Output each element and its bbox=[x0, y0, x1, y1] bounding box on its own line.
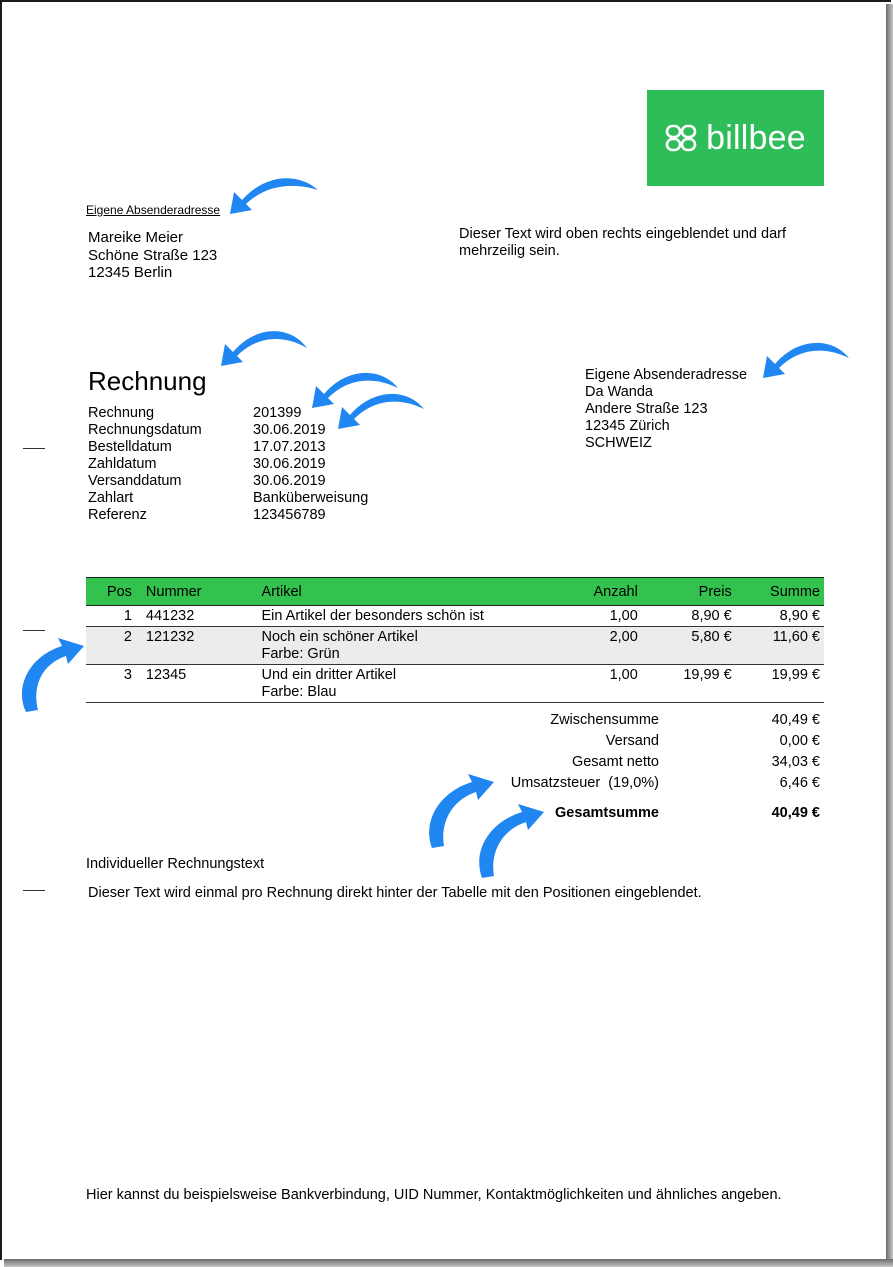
page-shadow bbox=[4, 1259, 893, 1267]
sender-address-line: 12345 Berlin bbox=[88, 264, 173, 281]
header-article: Artikel bbox=[257, 578, 539, 606]
recipient-line: Da Wanda bbox=[585, 384, 653, 400]
recipient-line: SCHWEIZ bbox=[585, 435, 652, 451]
table-header bbox=[86, 578, 824, 606]
table-row bbox=[86, 665, 824, 703]
cell-number: 121232 bbox=[136, 627, 258, 665]
meta-row bbox=[88, 490, 368, 507]
meta-label: Versanddatum bbox=[88, 473, 182, 489]
cell-pos: 3 bbox=[86, 665, 136, 703]
meta-label: Rechnung bbox=[88, 405, 155, 421]
cell-sum: 19,99 € bbox=[736, 665, 824, 703]
total-label: Umsatzsteuer (19,0%) bbox=[510, 774, 659, 791]
meta-value: 30.06.2019 bbox=[253, 422, 326, 438]
header-sum: Summe bbox=[736, 578, 824, 606]
table-row bbox=[86, 627, 824, 665]
meta-value: 123456789 bbox=[253, 507, 326, 523]
article-variant: Farbe: Grün bbox=[261, 646, 340, 662]
meta-row bbox=[88, 456, 368, 473]
fold-mark bbox=[23, 448, 45, 449]
logo-text: billbee bbox=[706, 118, 806, 157]
total-row bbox=[430, 709, 820, 730]
cell-pos: 1 bbox=[86, 606, 136, 627]
cell-pos: 2 bbox=[86, 627, 136, 665]
cell-article bbox=[257, 665, 539, 703]
total-label: Gesamt netto bbox=[571, 753, 659, 770]
items-table bbox=[86, 577, 824, 703]
individual-text-body: Dieser Text wird einmal pro Rechnung direkt hinter der Tabelle mit den Positionen eingeblendet. bbox=[88, 885, 702, 901]
meta-value: 17.07.2013 bbox=[253, 439, 326, 455]
total-value: 40,49 € bbox=[771, 711, 820, 728]
article-name: Ein Artikel der besonders schön ist bbox=[261, 608, 484, 624]
meta-row bbox=[88, 473, 368, 490]
fold-mark bbox=[23, 630, 45, 631]
recipient-line: Andere Straße 123 bbox=[585, 401, 708, 417]
meta-value: Banküberweisung bbox=[253, 490, 369, 506]
cell-sum: 11,60 € bbox=[736, 627, 824, 665]
cell-qty: 1,00 bbox=[540, 606, 642, 627]
article-name: Noch ein schöner Artikel bbox=[261, 629, 418, 645]
cell-qty: 1,00 bbox=[540, 665, 642, 703]
total-label: Zwischensumme bbox=[550, 711, 659, 728]
header-number: Nummer bbox=[136, 578, 258, 606]
cell-number: 12345 bbox=[136, 665, 258, 703]
meta-label: Rechnungsdatum bbox=[88, 422, 202, 438]
table-row bbox=[86, 606, 824, 627]
recipient-address bbox=[585, 367, 747, 452]
top-right-text-line: Dieser Text wird oben rechts eingeblendet und darf bbox=[459, 226, 786, 242]
invoice-title: Rechnung bbox=[88, 366, 207, 396]
article-name: Und ein dritter Artikel bbox=[261, 667, 397, 683]
sender-address-line: Schöne Straße 123 bbox=[88, 246, 218, 264]
recipient-line: 12345 Zürich bbox=[585, 418, 670, 434]
footer-text: Hier kannst du beispielsweise Bankverbindung, UID Nummer, Kontaktmöglichkeiten und ähnliches angeben. bbox=[86, 1187, 782, 1203]
header-price: Preis bbox=[642, 578, 736, 606]
meta-row bbox=[88, 439, 368, 456]
billbee-logo-icon bbox=[665, 124, 697, 152]
cell-price: 8,90 € bbox=[642, 606, 736, 627]
annotation-arrow-icon bbox=[755, 334, 855, 380]
fold-mark bbox=[23, 890, 45, 891]
meta-label: Bestelldatum bbox=[88, 439, 172, 455]
cell-article bbox=[257, 606, 539, 627]
annotation-arrow-icon bbox=[213, 322, 313, 368]
billbee-logo bbox=[647, 90, 824, 186]
total-value: 6,46 € bbox=[779, 774, 820, 791]
total-value: 0,00 € bbox=[779, 732, 820, 749]
header-qty: Anzahl bbox=[540, 578, 642, 606]
cell-number: 441232 bbox=[136, 606, 258, 627]
invoice-meta bbox=[88, 405, 368, 524]
annotation-arrow-icon bbox=[220, 170, 325, 218]
sender-address bbox=[88, 229, 217, 282]
total-value: 34,03 € bbox=[771, 753, 820, 770]
page-shadow bbox=[886, 4, 893, 1267]
article-variant: Farbe: Blau bbox=[261, 684, 337, 700]
grand-total-label: Gesamtsumme bbox=[555, 804, 659, 821]
meta-value: 30.06.2019 bbox=[253, 473, 326, 489]
individual-text-heading: Individueller Rechnungstext bbox=[86, 856, 265, 872]
meta-row bbox=[88, 507, 368, 524]
annotation-arrow-icon bbox=[470, 798, 546, 880]
meta-value: 30.06.2019 bbox=[253, 456, 326, 472]
top-right-text bbox=[459, 226, 786, 260]
total-label: Versand bbox=[605, 732, 659, 749]
recipient-heading: Eigene Absenderadresse bbox=[585, 367, 748, 383]
meta-row bbox=[88, 422, 368, 439]
sender-line: Eigene Absenderadresse bbox=[86, 203, 221, 217]
annotation-arrow-icon bbox=[12, 634, 88, 714]
meta-label: Zahldatum bbox=[88, 456, 157, 472]
cell-article bbox=[257, 627, 539, 665]
top-right-text-line: mehrzeilig sein. bbox=[459, 243, 560, 259]
cell-qty: 2,00 bbox=[540, 627, 642, 665]
annotation-arrow-icon bbox=[330, 385, 430, 431]
header-pos: Pos bbox=[86, 578, 136, 606]
cell-price: 19,99 € bbox=[642, 665, 736, 703]
meta-label: Referenz bbox=[88, 507, 147, 523]
cell-price: 5,80 € bbox=[642, 627, 736, 665]
meta-label: Zahlart bbox=[88, 490, 134, 506]
sender-address-line: Mareike Meier bbox=[88, 229, 184, 246]
grand-total-value: 40,49 € bbox=[771, 804, 820, 821]
total-row bbox=[430, 730, 820, 751]
meta-value: 201399 bbox=[253, 405, 302, 421]
cell-sum: 8,90 € bbox=[736, 606, 824, 627]
